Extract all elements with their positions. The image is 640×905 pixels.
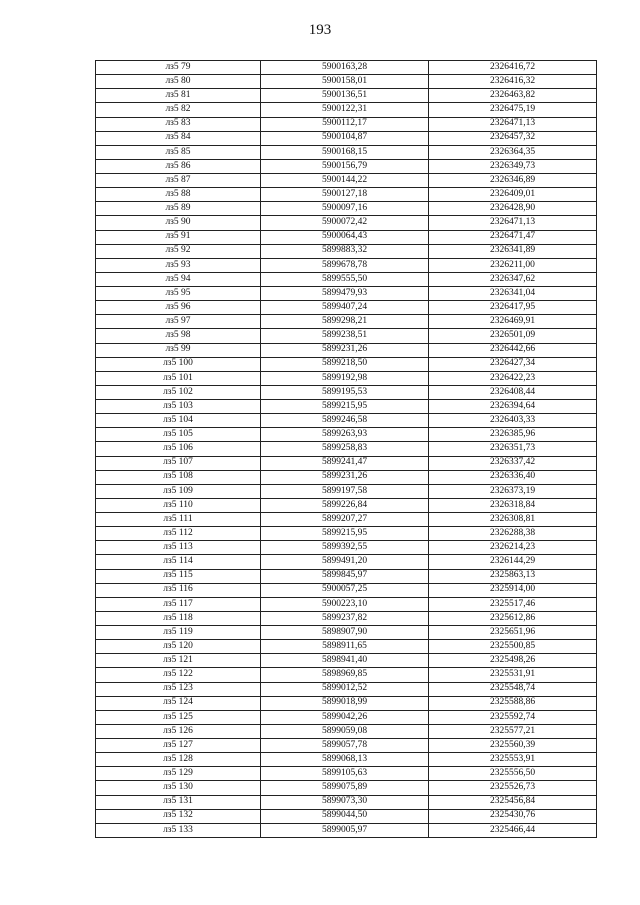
x-coordinate-cell: 5900127,18 (261, 188, 429, 202)
y-coordinate-cell: 2326469,91 (429, 315, 597, 329)
x-coordinate-cell: 5899231,26 (261, 343, 429, 357)
x-coordinate-cell: 5899075,89 (261, 781, 429, 795)
x-coordinate-cell: 5899215,95 (261, 400, 429, 414)
y-coordinate-cell: 2326409,01 (429, 188, 597, 202)
x-coordinate-cell: 5899392,55 (261, 541, 429, 555)
x-coordinate-cell: 5900223,10 (261, 597, 429, 611)
point-name-cell: лз5 107 (96, 456, 261, 470)
table-row (96, 272, 597, 286)
x-coordinate-cell: 5899555,50 (261, 272, 429, 286)
point-name-cell: лз5 124 (96, 696, 261, 710)
table-row (96, 117, 597, 131)
point-name-cell: лз5 131 (96, 795, 261, 809)
y-coordinate-cell: 2325500,85 (429, 640, 597, 654)
x-coordinate-cell: 5900144,22 (261, 174, 429, 188)
table-row (96, 498, 597, 512)
x-coordinate-cell: 5899246,58 (261, 414, 429, 428)
y-coordinate-cell: 2326341,04 (429, 287, 597, 301)
point-name-cell: лз5 129 (96, 767, 261, 781)
y-coordinate-cell: 2325548,74 (429, 682, 597, 696)
table-row (96, 89, 597, 103)
x-coordinate-cell: 5899073,30 (261, 795, 429, 809)
x-coordinate-cell: 5899678,78 (261, 258, 429, 272)
y-coordinate-cell: 2326347,62 (429, 272, 597, 286)
point-name-cell: лз5 100 (96, 357, 261, 371)
table-row (96, 414, 597, 428)
coordinates-table (95, 60, 597, 838)
table-row (96, 456, 597, 470)
x-coordinate-cell: 5899059,08 (261, 724, 429, 738)
y-coordinate-cell: 2326394,64 (429, 400, 597, 414)
point-name-cell: лз5 108 (96, 470, 261, 484)
y-coordinate-cell: 2326428,90 (429, 202, 597, 216)
y-coordinate-cell: 2326308,81 (429, 513, 597, 527)
x-coordinate-cell: 5900158,01 (261, 75, 429, 89)
point-name-cell: лз5 96 (96, 301, 261, 315)
y-coordinate-cell: 2326385,96 (429, 428, 597, 442)
x-coordinate-cell: 5900136,51 (261, 89, 429, 103)
table-row (96, 513, 597, 527)
y-coordinate-cell: 2325498,26 (429, 654, 597, 668)
table-row (96, 301, 597, 315)
table-row (96, 258, 597, 272)
y-coordinate-cell: 2326442,66 (429, 343, 597, 357)
x-coordinate-cell: 5899057,78 (261, 739, 429, 753)
table-row (96, 569, 597, 583)
y-coordinate-cell: 2325553,91 (429, 753, 597, 767)
table-row (96, 654, 597, 668)
x-coordinate-cell: 5899479,93 (261, 287, 429, 301)
y-coordinate-cell: 2326403,33 (429, 414, 597, 428)
point-name-cell: лз5 93 (96, 258, 261, 272)
table-row (96, 597, 597, 611)
y-coordinate-cell: 2326408,44 (429, 385, 597, 399)
table-row (96, 131, 597, 145)
x-coordinate-cell: 5899068,13 (261, 753, 429, 767)
point-name-cell: лз5 109 (96, 484, 261, 498)
y-coordinate-cell: 2326416,72 (429, 61, 597, 75)
point-name-cell: лз5 133 (96, 823, 261, 837)
x-coordinate-cell: 5900064,43 (261, 230, 429, 244)
point-name-cell: лз5 117 (96, 597, 261, 611)
y-coordinate-cell: 2326351,73 (429, 442, 597, 456)
table-row (96, 343, 597, 357)
point-name-cell: лз5 90 (96, 216, 261, 230)
point-name-cell: лз5 113 (96, 541, 261, 555)
table-row (96, 216, 597, 230)
y-coordinate-cell: 2326417,95 (429, 301, 597, 315)
y-coordinate-cell: 2325577,21 (429, 724, 597, 738)
y-coordinate-cell: 2326346,89 (429, 174, 597, 188)
table-row (96, 724, 597, 738)
x-coordinate-cell: 5898907,90 (261, 626, 429, 640)
table-row (96, 767, 597, 781)
point-name-cell: лз5 86 (96, 159, 261, 173)
y-coordinate-cell: 2326341,89 (429, 244, 597, 258)
table-row (96, 626, 597, 640)
page-number: 193 (308, 22, 332, 38)
table-row (96, 484, 597, 498)
x-coordinate-cell: 5899407,24 (261, 301, 429, 315)
table-row (96, 753, 597, 767)
point-name-cell: лз5 94 (96, 272, 261, 286)
point-name-cell: лз5 126 (96, 724, 261, 738)
table-row (96, 470, 597, 484)
x-coordinate-cell: 5899207,27 (261, 513, 429, 527)
x-coordinate-cell: 5899044,50 (261, 809, 429, 823)
y-coordinate-cell: 2326214,23 (429, 541, 597, 555)
point-name-cell: лз5 123 (96, 682, 261, 696)
table-row (96, 809, 597, 823)
x-coordinate-cell: 5900168,15 (261, 145, 429, 159)
y-coordinate-cell: 2325588,86 (429, 696, 597, 710)
x-coordinate-cell: 5899226,84 (261, 498, 429, 512)
y-coordinate-cell: 2326427,34 (429, 357, 597, 371)
x-coordinate-cell: 5899241,47 (261, 456, 429, 470)
point-name-cell: лз5 128 (96, 753, 261, 767)
y-coordinate-cell: 2326373,19 (429, 484, 597, 498)
point-name-cell: лз5 82 (96, 103, 261, 117)
y-coordinate-cell: 2325560,39 (429, 739, 597, 753)
x-coordinate-cell: 5900122,31 (261, 103, 429, 117)
table-row (96, 823, 597, 837)
point-name-cell: лз5 125 (96, 710, 261, 724)
y-coordinate-cell: 2326457,32 (429, 131, 597, 145)
y-coordinate-cell: 2325914,00 (429, 583, 597, 597)
x-coordinate-cell: 5900057,25 (261, 583, 429, 597)
x-coordinate-cell: 5899258,83 (261, 442, 429, 456)
y-coordinate-cell: 2326349,73 (429, 159, 597, 173)
point-name-cell: лз5 122 (96, 668, 261, 682)
point-name-cell: лз5 114 (96, 555, 261, 569)
x-coordinate-cell: 5900104,87 (261, 131, 429, 145)
x-coordinate-cell: 5899218,50 (261, 357, 429, 371)
y-coordinate-cell: 2325466,44 (429, 823, 597, 837)
table-row (96, 188, 597, 202)
point-name-cell: лз5 104 (96, 414, 261, 428)
y-coordinate-cell: 2325863,13 (429, 569, 597, 583)
point-name-cell: лз5 121 (96, 654, 261, 668)
x-coordinate-cell: 5899197,58 (261, 484, 429, 498)
x-coordinate-cell: 5899195,53 (261, 385, 429, 399)
point-name-cell: лз5 119 (96, 626, 261, 640)
y-coordinate-cell: 2326471,13 (429, 216, 597, 230)
table-row (96, 541, 597, 555)
table-row (96, 682, 597, 696)
table-row (96, 357, 597, 371)
x-coordinate-cell: 5900072,42 (261, 216, 429, 230)
y-coordinate-cell: 2326337,42 (429, 456, 597, 470)
y-coordinate-cell: 2326144,29 (429, 555, 597, 569)
x-coordinate-cell: 5899042,26 (261, 710, 429, 724)
table-row (96, 710, 597, 724)
point-name-cell: лз5 101 (96, 371, 261, 385)
y-coordinate-cell: 2326364,35 (429, 145, 597, 159)
y-coordinate-cell: 2325592,74 (429, 710, 597, 724)
x-coordinate-cell: 5898969,85 (261, 668, 429, 682)
y-coordinate-cell: 2326463,82 (429, 89, 597, 103)
table-row (96, 696, 597, 710)
x-coordinate-cell: 5899491,20 (261, 555, 429, 569)
y-coordinate-cell: 2325612,86 (429, 611, 597, 625)
point-name-cell: лз5 97 (96, 315, 261, 329)
x-coordinate-cell: 5899105,63 (261, 767, 429, 781)
y-coordinate-cell: 2326318,84 (429, 498, 597, 512)
point-name-cell: лз5 112 (96, 527, 261, 541)
table-row (96, 230, 597, 244)
point-name-cell: лз5 95 (96, 287, 261, 301)
y-coordinate-cell: 2325526,73 (429, 781, 597, 795)
x-coordinate-cell: 5899018,99 (261, 696, 429, 710)
point-name-cell: лз5 103 (96, 400, 261, 414)
x-coordinate-cell: 5899192,98 (261, 371, 429, 385)
table-row (96, 781, 597, 795)
y-coordinate-cell: 2325531,91 (429, 668, 597, 682)
y-coordinate-cell: 2325456,84 (429, 795, 597, 809)
table-row (96, 75, 597, 89)
point-name-cell: лз5 116 (96, 583, 261, 597)
x-coordinate-cell: 5899298,21 (261, 315, 429, 329)
x-coordinate-cell: 5900112,17 (261, 117, 429, 131)
table-row (96, 668, 597, 682)
table-row (96, 244, 597, 258)
point-name-cell: лз5 84 (96, 131, 261, 145)
x-coordinate-cell: 5899215,95 (261, 527, 429, 541)
table-row (96, 385, 597, 399)
y-coordinate-cell: 2325430,76 (429, 809, 597, 823)
table-row (96, 159, 597, 173)
point-name-cell: лз5 111 (96, 513, 261, 527)
y-coordinate-cell: 2326422,23 (429, 371, 597, 385)
coordinates-table-body (96, 61, 597, 838)
table-row (96, 371, 597, 385)
table-row (96, 145, 597, 159)
x-coordinate-cell: 5899845,97 (261, 569, 429, 583)
table-row (96, 400, 597, 414)
table-row (96, 315, 597, 329)
y-coordinate-cell: 2326501,09 (429, 329, 597, 343)
table-row (96, 795, 597, 809)
table-row (96, 202, 597, 216)
point-name-cell: лз5 120 (96, 640, 261, 654)
x-coordinate-cell: 5900156,79 (261, 159, 429, 173)
point-name-cell: лз5 106 (96, 442, 261, 456)
point-name-cell: лз5 118 (96, 611, 261, 625)
x-coordinate-cell: 5899012,52 (261, 682, 429, 696)
x-coordinate-cell: 5898911,65 (261, 640, 429, 654)
table-row (96, 442, 597, 456)
table-row (96, 428, 597, 442)
point-name-cell: лз5 127 (96, 739, 261, 753)
point-name-cell: лз5 91 (96, 230, 261, 244)
table-row (96, 555, 597, 569)
point-name-cell: лз5 81 (96, 89, 261, 103)
y-coordinate-cell: 2326336,40 (429, 470, 597, 484)
point-name-cell: лз5 85 (96, 145, 261, 159)
table-row (96, 174, 597, 188)
point-name-cell: лз5 89 (96, 202, 261, 216)
point-name-cell: лз5 102 (96, 385, 261, 399)
point-name-cell: лз5 80 (96, 75, 261, 89)
table-row (96, 640, 597, 654)
y-coordinate-cell: 2326475,19 (429, 103, 597, 117)
y-coordinate-cell: 2326416,32 (429, 75, 597, 89)
point-name-cell: лз5 88 (96, 188, 261, 202)
table-row (96, 583, 597, 597)
table-row (96, 329, 597, 343)
point-name-cell: лз5 83 (96, 117, 261, 131)
table-row (96, 287, 597, 301)
point-name-cell: лз5 99 (96, 343, 261, 357)
y-coordinate-cell: 2326471,13 (429, 117, 597, 131)
point-name-cell: лз5 98 (96, 329, 261, 343)
x-coordinate-cell: 5899231,26 (261, 470, 429, 484)
point-name-cell: лз5 105 (96, 428, 261, 442)
x-coordinate-cell: 5900163,28 (261, 61, 429, 75)
table-row (96, 739, 597, 753)
x-coordinate-cell: 5898941,40 (261, 654, 429, 668)
table-row (96, 61, 597, 75)
x-coordinate-cell: 5899005,97 (261, 823, 429, 837)
y-coordinate-cell: 2326471,47 (429, 230, 597, 244)
x-coordinate-cell: 5899263,93 (261, 428, 429, 442)
x-coordinate-cell: 5900097,16 (261, 202, 429, 216)
x-coordinate-cell: 5899883,32 (261, 244, 429, 258)
point-name-cell: лз5 92 (96, 244, 261, 258)
point-name-cell: лз5 132 (96, 809, 261, 823)
point-name-cell: лз5 110 (96, 498, 261, 512)
y-coordinate-cell: 2326211,00 (429, 258, 597, 272)
point-name-cell: лз5 87 (96, 174, 261, 188)
x-coordinate-cell: 5899237,82 (261, 611, 429, 625)
point-name-cell: лз5 79 (96, 61, 261, 75)
y-coordinate-cell: 2325651,96 (429, 626, 597, 640)
y-coordinate-cell: 2325517,46 (429, 597, 597, 611)
table-row (96, 611, 597, 625)
table-row (96, 527, 597, 541)
x-coordinate-cell: 5899238,51 (261, 329, 429, 343)
table-row (96, 103, 597, 117)
y-coordinate-cell: 2325556,50 (429, 767, 597, 781)
y-coordinate-cell: 2326288,38 (429, 527, 597, 541)
point-name-cell: лз5 115 (96, 569, 261, 583)
point-name-cell: лз5 130 (96, 781, 261, 795)
